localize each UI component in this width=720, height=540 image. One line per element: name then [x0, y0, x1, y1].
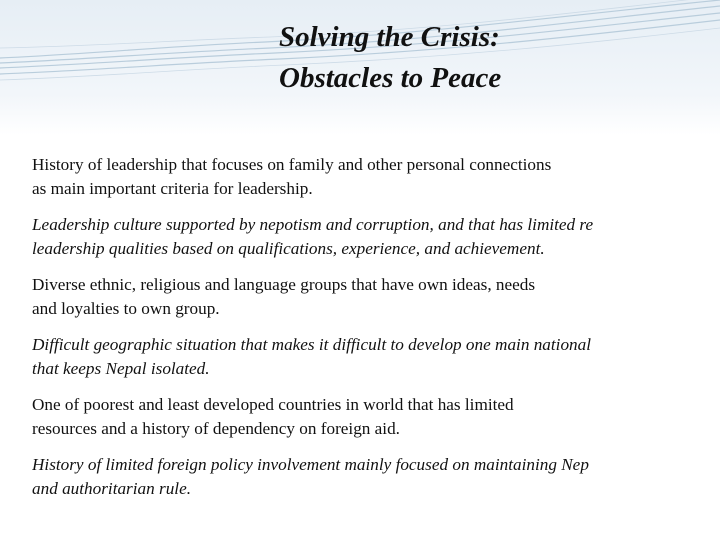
slide-title — [279, 17, 709, 99]
list-item-line-2: as main important criteria for leadership. — [32, 179, 313, 198]
list-item-line-2: and loyalties to own group. — [32, 299, 220, 318]
obstacle-list — [32, 153, 720, 513]
list-item — [32, 273, 720, 321]
list-item-line-1: History of limited foreign policy involvement mainly focused on maintaining Nep — [32, 455, 589, 474]
list-item-line-2: and authoritarian rule. — [32, 479, 191, 498]
list-item-line-1: History of leadership that focuses on family and other personal connections — [32, 155, 552, 174]
list-item-line-2: resources and a history of dependency on foreign aid. — [32, 419, 400, 438]
list-item — [32, 333, 720, 381]
list-item — [32, 393, 720, 441]
list-item-line-2: that keeps Nepal isolated. — [32, 359, 210, 378]
title-line-1: Solving the Crisis: — [279, 21, 500, 53]
list-item-line-1: Leadership culture supported by nepotism and corruption, and that has limited re — [32, 215, 594, 234]
list-item — [32, 453, 720, 501]
list-item-line-1: Difficult geographic situation that makes it difficult to develop one main national — [32, 335, 592, 354]
list-item — [32, 153, 720, 201]
list-item-line-1: One of poorest and least developed countries in world that has limited — [32, 395, 514, 414]
list-item-line-1: Diverse ethnic, religious and language groups that have own ideas, needs — [32, 275, 536, 294]
list-item — [32, 213, 720, 261]
list-item-line-2: leadership qualities based on qualifications, experience, and achievement. — [32, 239, 545, 258]
title-line-2: Obstacles to Peace — [279, 62, 502, 94]
